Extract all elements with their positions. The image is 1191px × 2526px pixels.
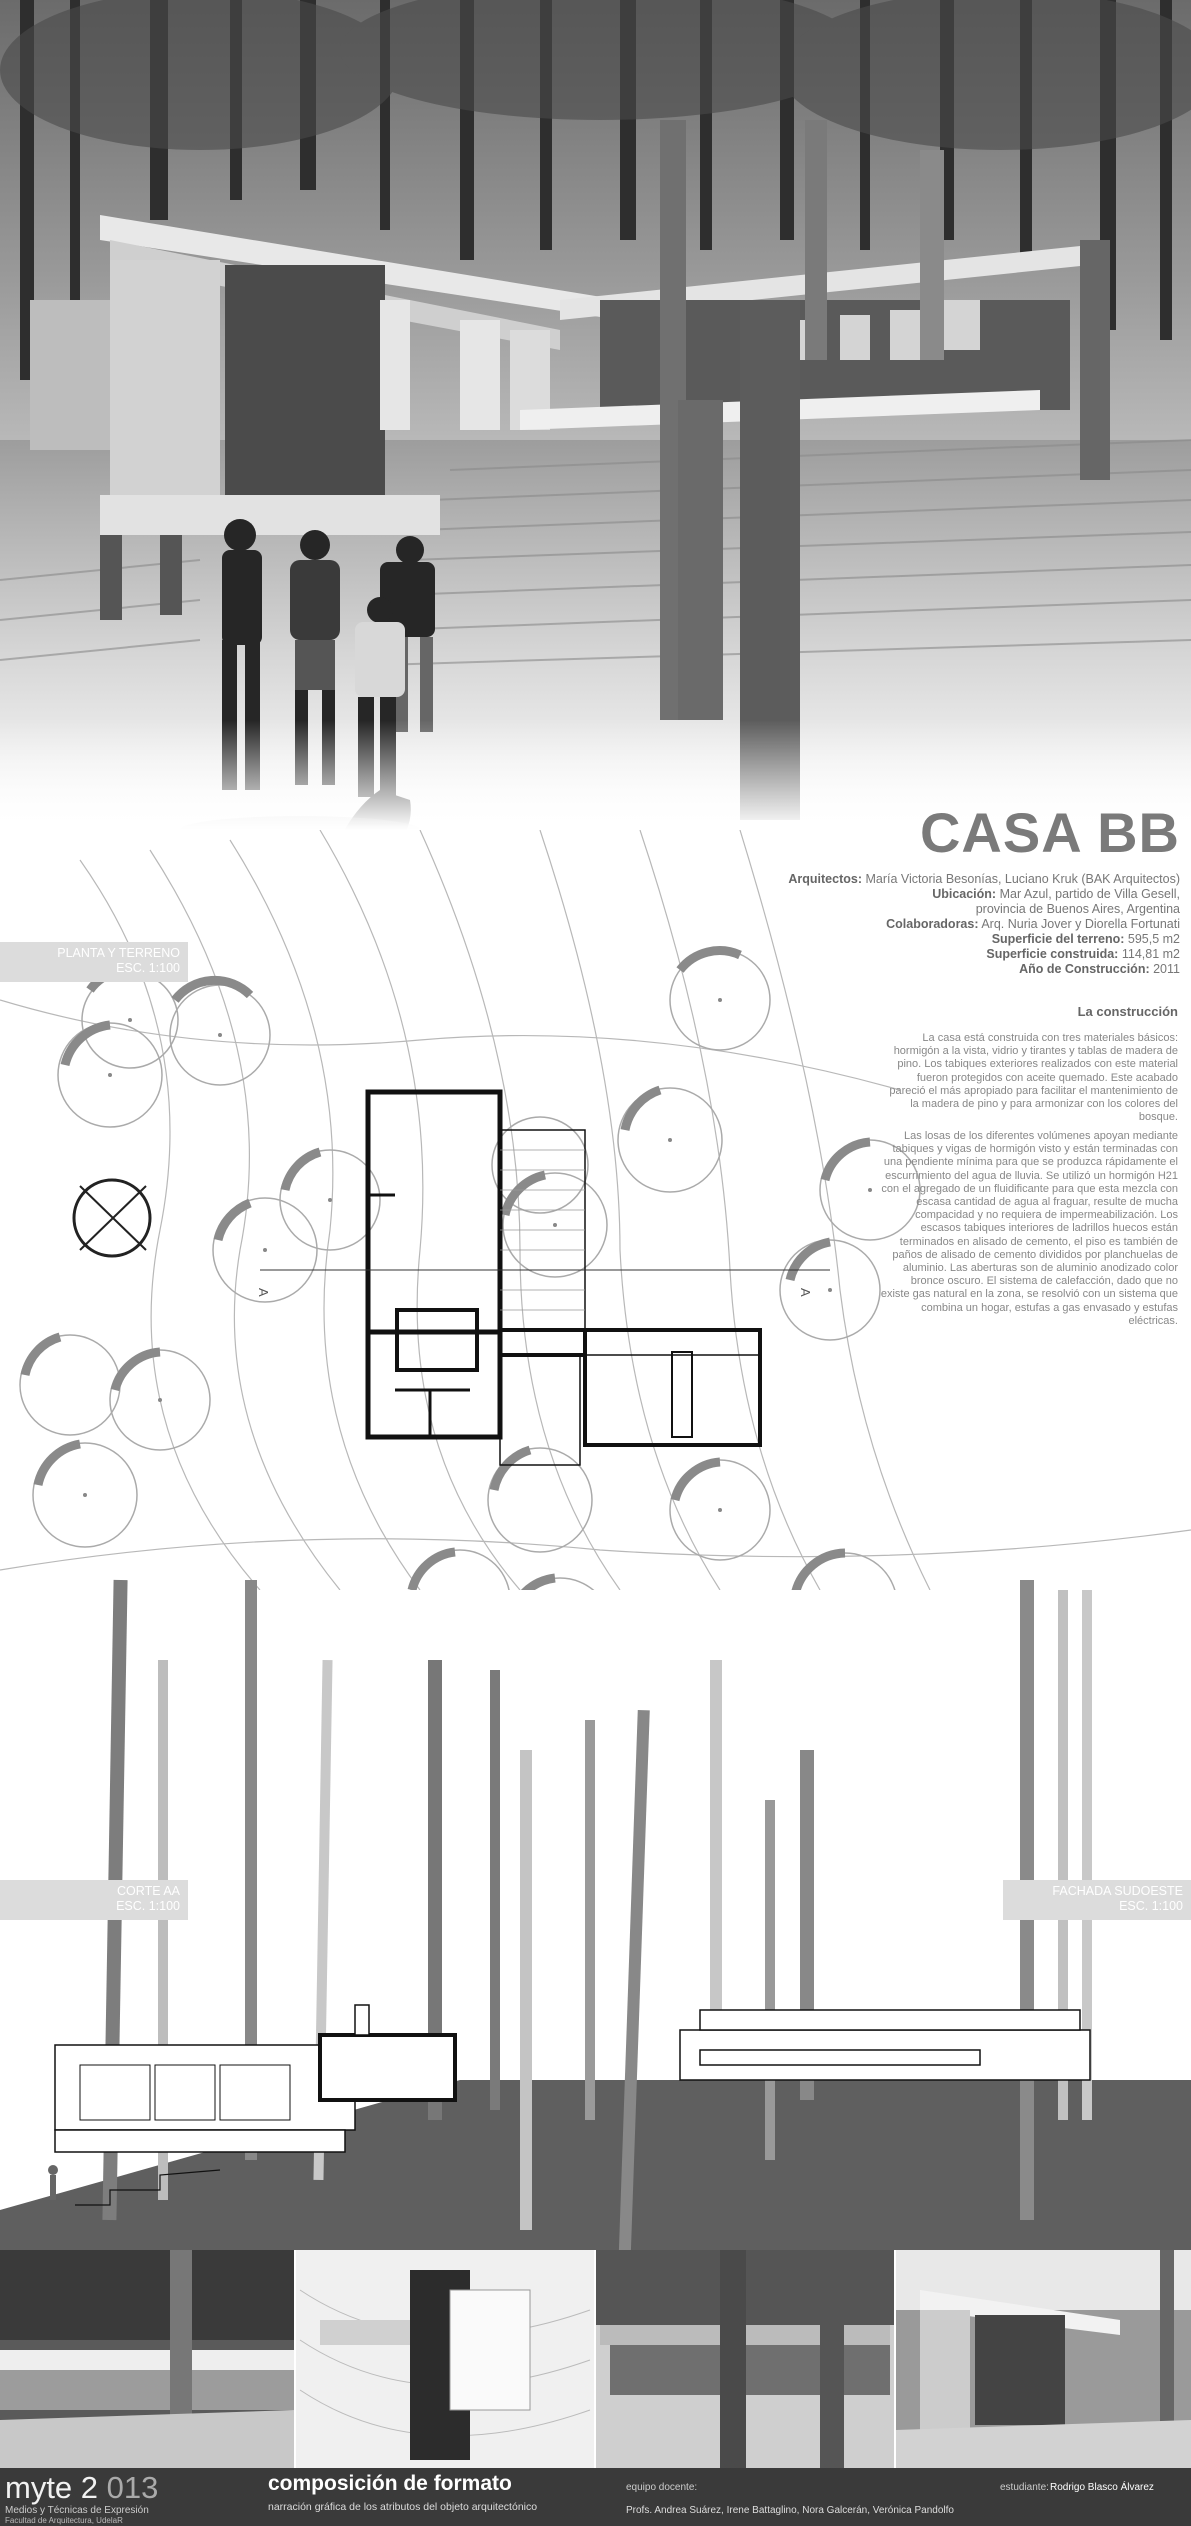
footer-work-title: composición de formato (268, 2472, 512, 2495)
info-row: Superficie construida: 114,81 m2 (986, 947, 1180, 961)
plan-label-title: PLANTA Y TERRENO (57, 946, 180, 960)
cut-mark-right: A (798, 1288, 813, 1297)
hero-photo (0, 0, 1191, 830)
facade-label-title: FACHADA SUDOESTE (1052, 1884, 1183, 1898)
info-row: Colaboradoras: Arq. Nuria Jover y Diorella Fortunati (886, 917, 1180, 931)
info-row: Superficie del terreno: 595,5 m2 (991, 932, 1180, 946)
photo-2 (296, 2250, 594, 2468)
footer-student-label: estudiante: (1000, 2482, 1049, 2493)
facade-label (1003, 1880, 1191, 1920)
section-label-title: CORTE AA (117, 1884, 180, 1898)
footer-subject: Medios y Técnicas de Expresión (5, 2505, 149, 2516)
footer-course: myte 2 013 (5, 2470, 159, 2505)
photo-3 (596, 2250, 894, 2468)
info-row: Arquitectos: María Victoria Besonías, Luciano Kruk (BAK Arquitectos) (788, 872, 1180, 886)
section-label-scale: ESC. 1:100 (116, 1899, 180, 1913)
photo-1 (0, 2250, 294, 2468)
footer-team: Profs. Andrea Suárez, Irene Battaglino, Nora Galcerán, Verónica Pandolfo (626, 2505, 954, 2516)
footer-student: Rodrigo Blasco Álvarez (1050, 2482, 1154, 2493)
info-row: provincia de Buenos Aires, Argentina (975, 902, 1180, 916)
facade-label-scale: ESC. 1:100 (1119, 1899, 1183, 1913)
info-row: Año de Construcción: 2011 (1019, 962, 1180, 976)
photo-4 (896, 2250, 1191, 2468)
construction-paragraph-2: Las losas de los diferentes volúmenes apoyan mediante tabiques y vigas de hormigón visto y están terminadas con una pendiente mínima para que se produzca rápidamente el escurrimiento del agua de lluvia. Se utilizó un hormigón H21 con el agregado de un fluidificante para que esta mezcla con escasa cantidad de agua al fraguar, resulte de mucha compacidad y no requiera de impermeabilización. Los escasos tabiques interiores de ladrillos huecos están terminados en alisado de cemento, el piso es también de paños de alisado de cemento divididos por planchuelas de aluminio. Las aberturas son de aluminio anodizado color bronce oscuro. El sistema de calefacción, dado que no existe gas natural en la zona, se resolvió con un sistema que combina un hogar, estufas a gas envasado y estufas eléctricas. (880, 1130, 1178, 1327)
photo-strip (0, 2250, 1191, 2468)
footer-faculty: Facultad de Arquitectura, UdelaR (5, 2516, 123, 2525)
construction-heading: La construcción (1077, 1004, 1178, 1019)
section-label (0, 1880, 188, 1920)
plan-label-scale: ESC. 1:100 (116, 961, 180, 975)
cut-mark-left: A (256, 1288, 271, 1297)
footer-work-subtitle: narración gráfica de los atributos del objeto arquitectónico (268, 2501, 538, 2513)
north-arrow-icon (74, 1180, 150, 1256)
construction-paragraph-1: La casa está construida con tres materiales básicos: hormigón a la vista, vidrio y tirantes y tablas de madera de pino. Los tabiques exteriores realizados con este material fueron protegidos con aceite quemado. Este acabado pareció el más apropiado para facilitar el mantenimiento de la madera de pino y para armonizar con los colores del bosque. (889, 1032, 1178, 1124)
info-row: Ubicación: Mar Azul, partido de Villa Gesell, (932, 887, 1180, 901)
footer (0, 2468, 1191, 2526)
page-title: CASA BB (919, 801, 1180, 864)
plan-label (0, 942, 188, 982)
footer-team-label: equipo docente: (626, 2482, 698, 2493)
